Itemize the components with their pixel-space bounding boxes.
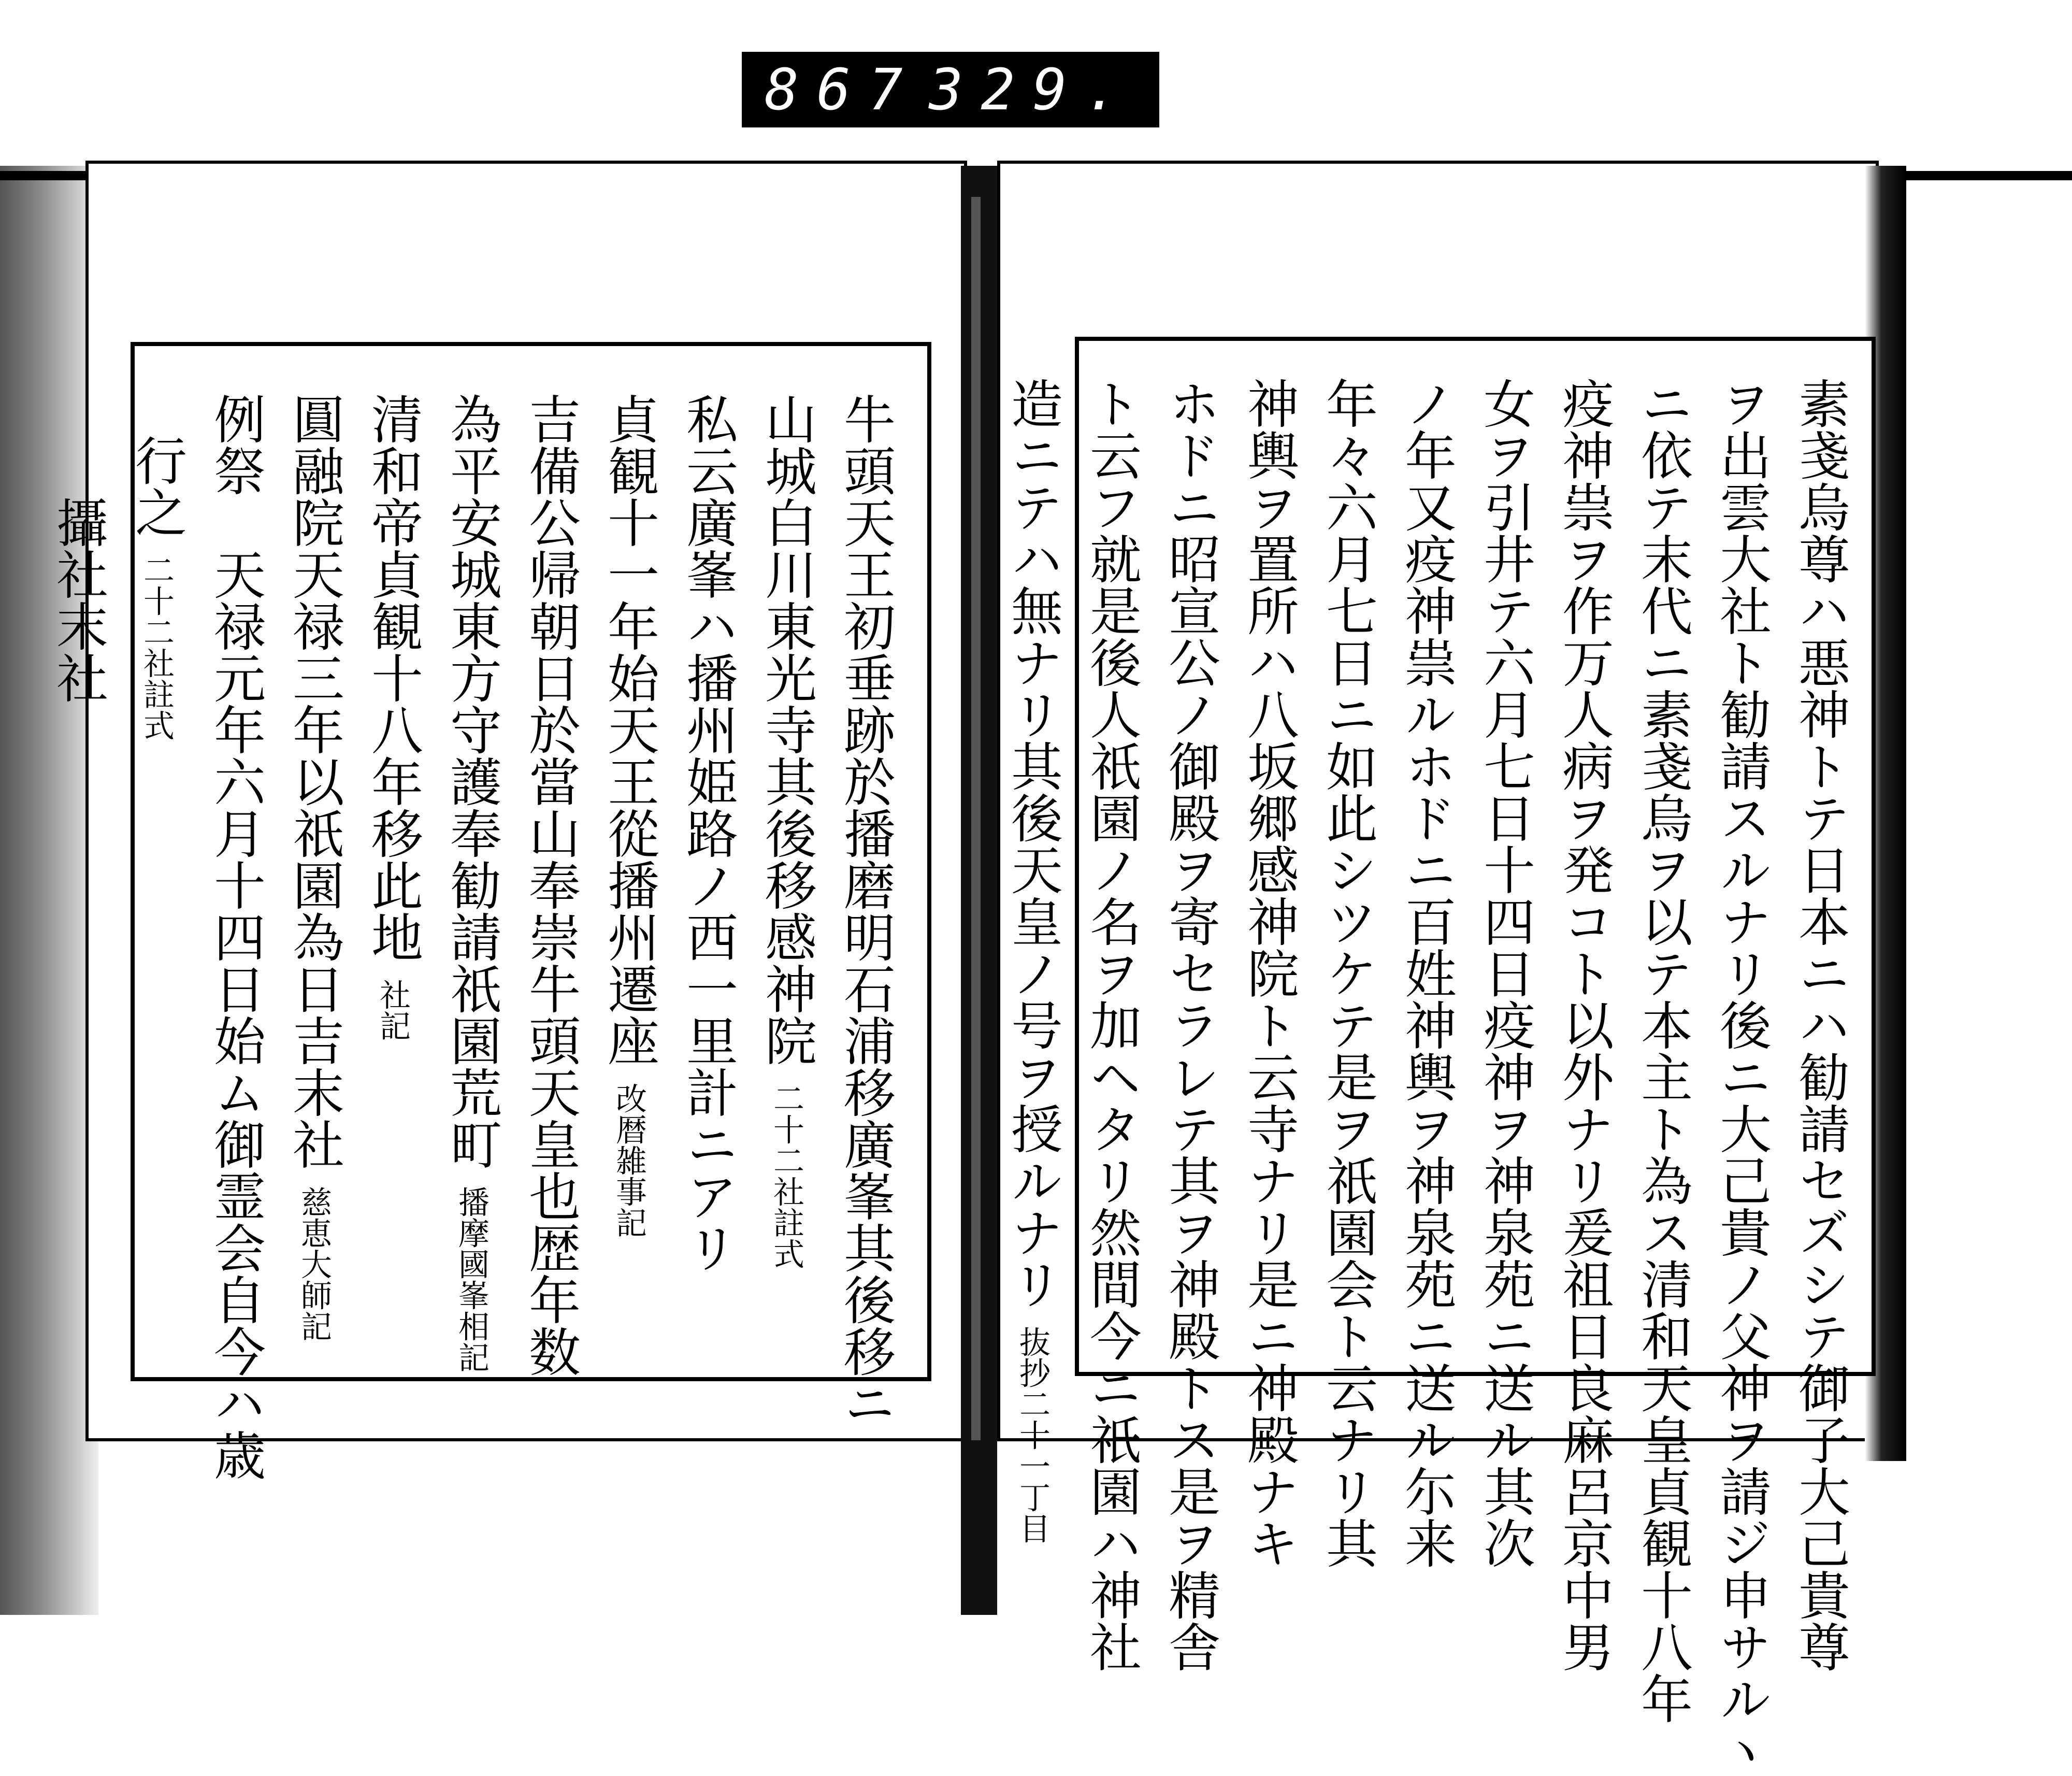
left-column-7-note: 社記 — [375, 979, 411, 1041]
left-column-11-text: 攝社末社 — [48, 496, 108, 704]
right-column-11-note: 抜抄二十一丁目 — [1014, 1326, 1051, 1544]
left-column-6 — [424, 393, 502, 1373]
right-column-11-text: 造ニテハ無ナリ其後天皇ノ号ヲ授ルナリ — [1002, 377, 1063, 1310]
right-page-frame — [1002, 337, 1876, 1776]
left-column-2-note: 二十二社註式 — [768, 1082, 804, 1269]
right-column-2 — [1693, 377, 1772, 1776]
right-column-6-text: ノ年又疫神祟ルホドニ百姓神輿ヲ神泉苑ニ送ル尓来 — [1396, 377, 1457, 1569]
right-column-7-text: 年々六月七日ニ如此シツケテ是ヲ祇園会ト云ナリ其 — [1317, 377, 1378, 1569]
left-column-2 — [739, 393, 817, 1356]
left-column-4 — [581, 393, 660, 1356]
left-column-4-note: 改暦雑事記 — [611, 1082, 647, 1238]
left-page-columns — [48, 346, 927, 1481]
left-column-8 — [266, 393, 345, 1356]
book-spine-highlight — [971, 197, 981, 1440]
left-column-1-text: 牛頭天王初垂跡於播磨明石浦移廣峯其後移ニ — [835, 393, 896, 1429]
left-column-9 — [188, 393, 266, 1481]
left-column-3 — [660, 393, 739, 1356]
left-column-3-text: 私云廣峯ハ播州姫路ノ西一里計ニアリ — [678, 393, 738, 1273]
plate-number-left: 867 — [765, 56, 920, 123]
right-column-7 — [1300, 377, 1378, 1569]
right-column-8-text: 神輿ヲ置所ハ八坂郷感神院ト云寺ナリ是ニ神殿ナキ — [1239, 377, 1299, 1569]
left-column-8-text: 圓融院天禄三年以祇園為日吉末社 — [284, 393, 344, 1170]
right-column-1-text: 素戔烏尊ハ悪神トテ日本ニハ勧請セズシテ御子大己貴尊 — [1790, 377, 1850, 1672]
right-column-5-text: 女ヲ引井テ六月七日十四日疫神ヲ神泉苑ニ送ル其次 — [1475, 377, 1535, 1569]
left-column-7 — [345, 393, 424, 1356]
top-rule-right — [1886, 171, 2072, 180]
right-column-9-text: ホドニ昭宣公ノ御殿ヲ寄セラレテ其ヲ神殿トス是ヲ精舎 — [1160, 377, 1220, 1672]
left-column-8-note: 慈恵大師記 — [296, 1186, 332, 1342]
left-column-4-text: 貞観十一年始天王從播州遷座 — [599, 393, 659, 1066]
right-column-1 — [1772, 377, 1851, 1672]
right-column-5 — [1457, 377, 1536, 1569]
left-column-6-text: 為平安城東方守護奉勧請祇園荒町 — [441, 393, 502, 1170]
left-column-10 — [109, 393, 188, 1356]
right-column-4-text: 疫神祟ヲ作万人病ヲ発コト以外ナリ爰祖日良麻呂京中男 — [1553, 377, 1614, 1672]
right-column-6 — [1378, 377, 1457, 1569]
right-page-columns — [1002, 341, 1872, 1776]
left-column-5-text: 吉備公帰朝日於當山奉崇牛頭天皇也歴年数 — [520, 393, 581, 1377]
left-column-7-text: 清和帝貞観十八年移此地 — [363, 393, 423, 963]
plate-number-right: 329. — [929, 56, 1136, 123]
left-column-9-text: 例祭 天禄元年六月十四日始ム御霊会自今ハ歳 — [205, 393, 266, 1481]
right-column-3 — [1615, 377, 1693, 1724]
right-column-11 — [985, 377, 1063, 1544]
left-column-6-note: 播摩國峯相記 — [453, 1186, 490, 1373]
right-column-10 — [1063, 377, 1142, 1672]
archive-number-plate — [742, 52, 1159, 127]
right-column-8 — [1221, 377, 1300, 1569]
left-column-11 — [30, 393, 109, 1356]
left-column-5 — [502, 393, 581, 1377]
left-column-10-text: 行之 — [126, 434, 187, 538]
left-column-1 — [817, 393, 896, 1429]
right-column-9 — [1142, 377, 1221, 1672]
right-column-10-text: ト云フ就是後人祇園ノ名ヲ加ヘタリ然間今ニ祇園ハ神社 — [1081, 377, 1142, 1672]
left-column-10-note: 二十二社註式 — [138, 554, 175, 741]
right-column-3-text: ニ依テ末代ニ素戔烏ヲ以テ本主ト為ス清和天皇貞観十八年 — [1632, 377, 1693, 1724]
right-column-2-text: ヲ出雲大社ト勧請スルナリ後ニ大己貴ノ父神ヲ請ジ申サルヽ — [1711, 377, 1772, 1776]
left-column-2-text: 山城白川東光寺其後移感神院 — [756, 393, 817, 1066]
left-page-frame — [48, 342, 931, 1481]
right-column-4 — [1536, 377, 1615, 1672]
